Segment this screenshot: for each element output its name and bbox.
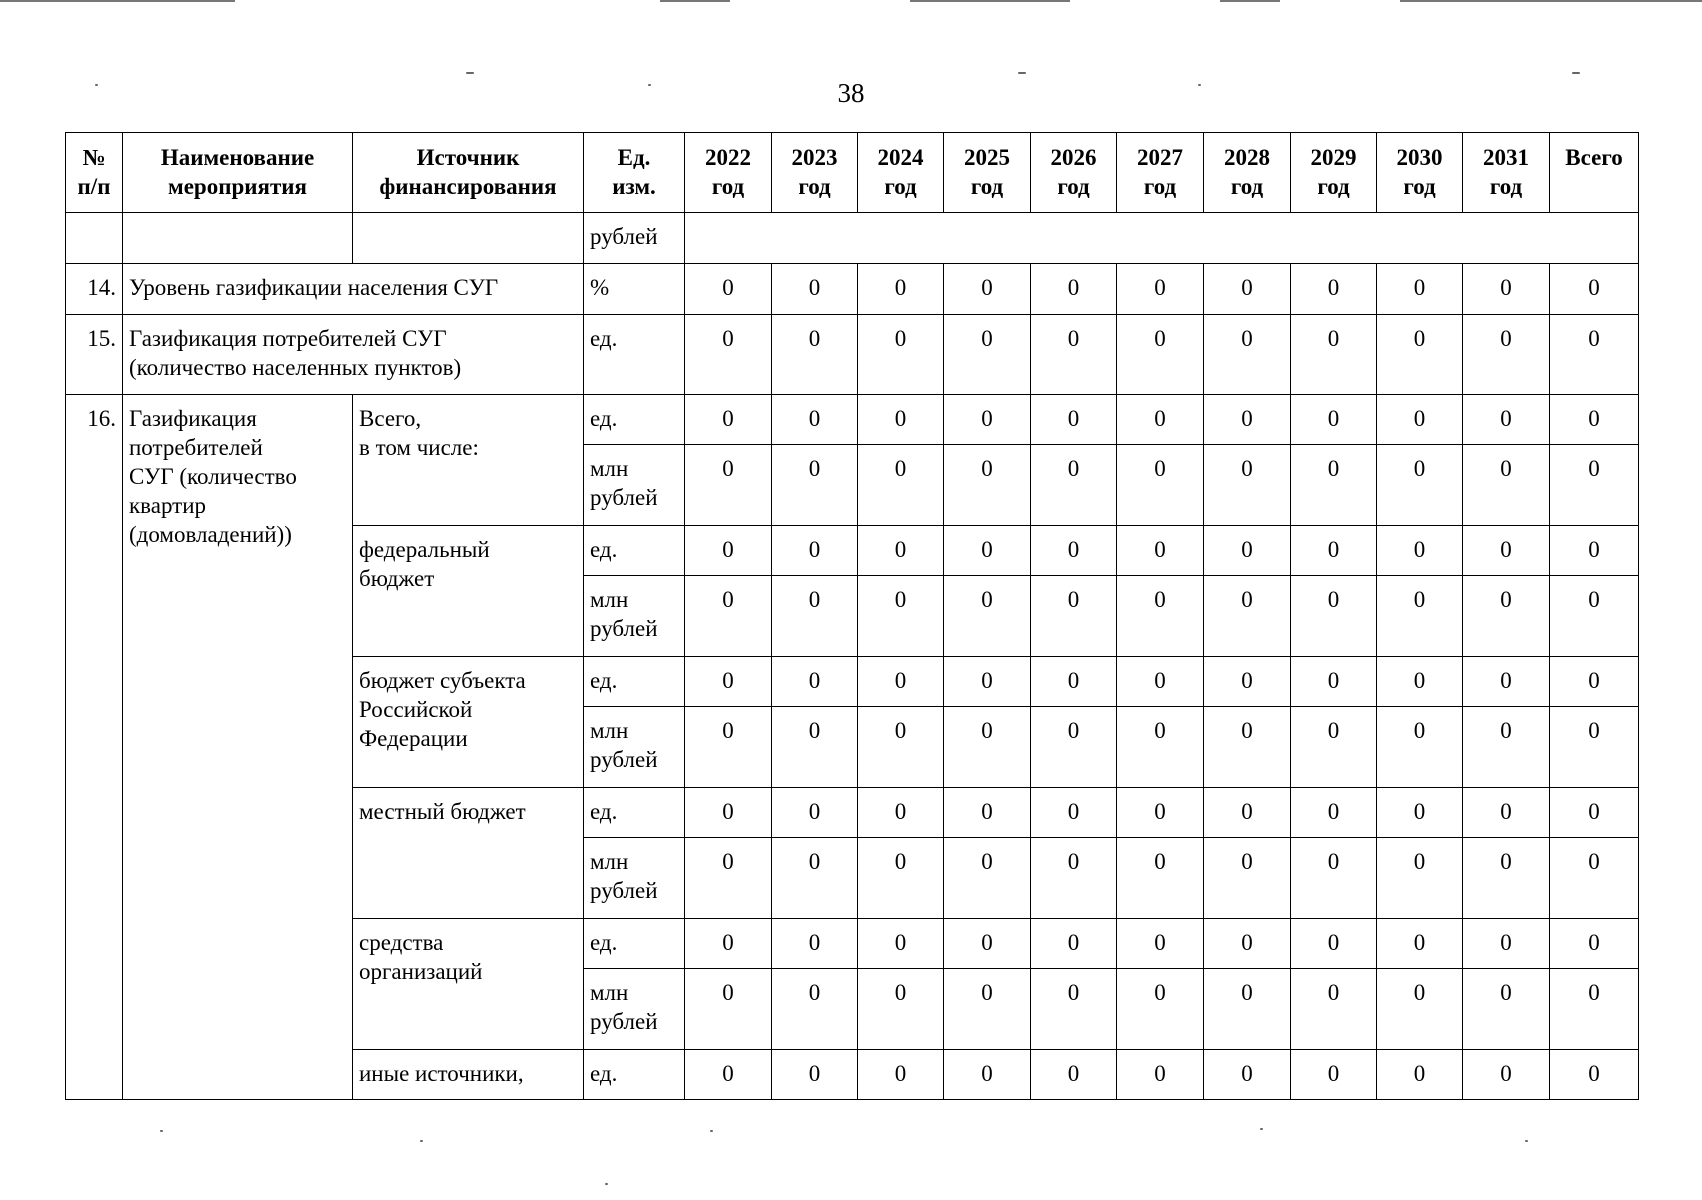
value-cell: 0 [772,657,858,707]
value-cell: 0 [1377,969,1463,1050]
value-cell: 0 [1463,1050,1550,1100]
value-cell: 0 [1291,969,1377,1050]
unit-cell: млн рублей [584,576,685,657]
total-cell: 0 [1550,395,1639,445]
value-cell: 0 [858,657,944,707]
value-cell: 0 [1031,969,1117,1050]
value-cell: 0 [944,707,1031,788]
value-cell: 0 [1291,576,1377,657]
value-cell: 0 [1463,315,1550,395]
value-cell: 0 [685,788,772,838]
value-cell: 0 [944,395,1031,445]
value-cell: 0 [1031,707,1117,788]
value-cell: 0 [1117,788,1204,838]
value-cell: 0 [772,395,858,445]
header-year: 2025 год [944,133,1031,213]
table-row [66,264,1639,315]
unit-cell: ед. [584,315,685,395]
measure-name: Газификация потребителей СУГ (количество населенных пунктов) [123,315,584,395]
value-cell: 0 [944,969,1031,1050]
value-cell: 0 [1031,395,1117,445]
continuation-row [66,213,1639,264]
header-year: 2022 год [685,133,772,213]
scan-speck [1018,72,1026,74]
value-cell: 0 [1117,315,1204,395]
value-cell: 0 [685,1050,772,1100]
scan-speck [1572,72,1580,74]
financing-table [65,132,1639,1100]
value-cell: 0 [858,969,944,1050]
value-cell: 0 [1377,576,1463,657]
value-cell: 0 [1463,838,1550,919]
scan-edge-line [910,0,1070,2]
table-row [66,395,1639,445]
unit-cell: млн рублей [584,707,685,788]
header-year: 2028 год [1204,133,1291,213]
value-cell: 0 [1463,919,1550,969]
value-cell: 0 [1377,919,1463,969]
total-cell: 0 [1550,445,1639,526]
unit-cell: ед. [584,657,685,707]
value-cell: 0 [772,315,858,395]
total-cell: 0 [1550,576,1639,657]
value-cell: 0 [1291,657,1377,707]
value-cell: 0 [1204,919,1291,969]
value-cell: 0 [1031,445,1117,526]
value-cell: 0 [1117,445,1204,526]
empty-cell [66,213,123,264]
scan-speck [160,1130,163,1132]
table-row [66,315,1639,395]
value-cell: 0 [772,969,858,1050]
value-cell: 0 [1117,707,1204,788]
value-cell: 0 [772,576,858,657]
unit-cell: ед. [584,526,685,576]
value-cell: 0 [1463,395,1550,445]
scan-speck [420,1140,423,1142]
total-cell: 0 [1550,526,1639,576]
value-cell: 0 [685,969,772,1050]
scan-speck [466,72,474,74]
value-cell: 0 [858,264,944,315]
funding-source: Всего, в том числе: [353,395,584,526]
value-cell: 0 [1117,576,1204,657]
value-cell: 0 [1117,395,1204,445]
value-cell: 0 [1377,526,1463,576]
value-cell: 0 [1204,395,1291,445]
value-cell: 0 [1463,264,1550,315]
value-cell: 0 [685,264,772,315]
value-cell: 0 [1204,1050,1291,1100]
total-cell: 0 [1550,788,1639,838]
value-cell: 0 [944,1050,1031,1100]
unit-cell: ед. [584,395,685,445]
measure-name: Уровень газификации населения СУГ [123,264,584,315]
unit-cell: % [584,264,685,315]
value-cell: 0 [1204,445,1291,526]
header-num: № п/п [66,133,123,213]
value-cell: 0 [1291,395,1377,445]
value-cell: 0 [858,315,944,395]
total-cell: 0 [1550,657,1639,707]
value-cell: 0 [772,707,858,788]
scan-speck [605,1183,608,1185]
value-cell: 0 [1291,838,1377,919]
value-cell: 0 [1291,707,1377,788]
value-cell: 0 [1377,1050,1463,1100]
value-cell: 0 [1377,788,1463,838]
value-cell: 0 [1204,788,1291,838]
funding-source: бюджет субъекта Российской Федерации [353,657,584,788]
value-cell: 0 [685,576,772,657]
unit-cell: млн рублей [584,838,685,919]
scan-speck [1525,1140,1528,1142]
scan-edge-line [660,0,730,2]
value-cell: 0 [1031,576,1117,657]
value-cell: 0 [685,445,772,526]
header-year: 2031 год [1463,133,1550,213]
value-cell: 0 [1204,707,1291,788]
unit-cell: ед. [584,1050,685,1100]
value-cell: 0 [772,788,858,838]
value-cell: 0 [1204,657,1291,707]
value-cell: 0 [772,919,858,969]
value-cell: 0 [1031,788,1117,838]
scan-edge-line [1400,0,1702,2]
value-cell: 0 [1291,315,1377,395]
value-cell: 0 [1463,445,1550,526]
row-number: 15. [66,315,123,395]
value-cell: 0 [858,707,944,788]
value-cell: 0 [1463,526,1550,576]
header-year: 2026 год [1031,133,1117,213]
value-cell: 0 [1377,315,1463,395]
scan-edge-line [0,0,235,2]
value-cell: 0 [944,838,1031,919]
unit-cell: ед. [584,919,685,969]
value-cell: 0 [1377,264,1463,315]
value-cell: 0 [1204,264,1291,315]
value-cell: 0 [858,838,944,919]
total-cell: 0 [1550,919,1639,969]
empty-cell [123,213,353,264]
value-cell: 0 [685,707,772,788]
total-cell: 0 [1550,838,1639,919]
value-cell: 0 [1291,788,1377,838]
value-cell: 0 [1031,526,1117,576]
scan-speck [710,1130,713,1132]
funding-source: федеральный бюджет [353,526,584,657]
value-cell: 0 [858,445,944,526]
total-cell: 0 [1550,1050,1639,1100]
value-cell: 0 [1463,969,1550,1050]
page-number: 38 [837,78,865,108]
value-cell: 0 [944,657,1031,707]
value-cell: 0 [1117,838,1204,919]
table-body [66,213,1639,1100]
value-cell: 0 [858,919,944,969]
value-cell: 0 [1463,707,1550,788]
value-cell: 0 [1377,707,1463,788]
value-cell: 0 [1031,264,1117,315]
scan-speck [1260,1128,1263,1130]
value-cell: 0 [858,788,944,838]
value-cell: 0 [1377,445,1463,526]
header-name: Наименование мероприятия [123,133,353,213]
value-cell: 0 [858,526,944,576]
value-cell: 0 [1031,919,1117,969]
funding-source: иные источники, [353,1050,584,1100]
value-cell: 0 [944,445,1031,526]
value-cell: 0 [1377,657,1463,707]
value-cell: 0 [1204,838,1291,919]
value-cell: 0 [944,526,1031,576]
value-cell: 0 [944,264,1031,315]
unit-cell: млн рублей [584,969,685,1050]
header-year: 2027 год [1117,133,1204,213]
value-cell: 0 [944,315,1031,395]
value-cell: 0 [858,1050,944,1100]
value-cell: 0 [1291,264,1377,315]
header-unit: Ед. изм. [584,133,685,213]
empty-cell [353,213,584,264]
value-cell: 0 [685,526,772,576]
header-year: 2029 год [1291,133,1377,213]
value-cell: 0 [1117,526,1204,576]
measure-name: Газификация потребителей СУГ (количество квартир (домовладений)) [123,395,353,1100]
header-year: 2030 год [1377,133,1463,213]
value-cell: 0 [1117,1050,1204,1100]
value-cell: 0 [858,576,944,657]
value-cell: 0 [944,919,1031,969]
header-total: Всего [1550,133,1639,213]
value-cell: 0 [1031,838,1117,919]
header-year: 2023 год [772,133,858,213]
header-row [66,133,1639,213]
header-year: 2024 год [858,133,944,213]
value-cell: 0 [1117,969,1204,1050]
row-number: 16. [66,395,123,1100]
value-cell: 0 [685,838,772,919]
value-cell: 0 [1291,526,1377,576]
value-cell: 0 [1117,657,1204,707]
value-cell: 0 [1291,919,1377,969]
total-cell: 0 [1550,264,1639,315]
funding-source: местный бюджет [353,788,584,919]
value-cell: 0 [772,526,858,576]
value-cell: 0 [685,919,772,969]
value-cell: 0 [772,264,858,315]
value-cell: 0 [1463,657,1550,707]
unit-cell: млн рублей [584,445,685,526]
value-cell: 0 [1031,315,1117,395]
value-cell: 0 [944,788,1031,838]
scan-edge-line [1220,0,1280,2]
value-cell: 0 [1204,969,1291,1050]
funding-source: средства организаций [353,919,584,1050]
value-cell: 0 [1204,526,1291,576]
value-cell: 0 [1291,445,1377,526]
value-cell: 0 [1117,264,1204,315]
value-cell: 0 [1117,919,1204,969]
value-cell: 0 [685,395,772,445]
value-cell: 0 [1031,1050,1117,1100]
value-cell: 0 [1291,1050,1377,1100]
total-cell: 0 [1550,969,1639,1050]
unit-cell: рублей [584,213,685,264]
value-cell: 0 [685,315,772,395]
value-cell: 0 [772,838,858,919]
value-cell: 0 [944,576,1031,657]
unit-cell: ед. [584,788,685,838]
value-cell: 0 [858,395,944,445]
header-source: Источник финансирования [353,133,584,213]
value-cell: 0 [1377,395,1463,445]
value-cell: 0 [1204,576,1291,657]
row-number: 14. [66,264,123,315]
empty-cell [685,213,1639,264]
value-cell: 0 [772,1050,858,1100]
total-cell: 0 [1550,315,1639,395]
value-cell: 0 [1204,315,1291,395]
value-cell: 0 [685,657,772,707]
value-cell: 0 [1463,788,1550,838]
total-cell: 0 [1550,707,1639,788]
value-cell: 0 [772,445,858,526]
value-cell: 0 [1377,838,1463,919]
value-cell: 0 [1031,657,1117,707]
value-cell: 0 [1463,576,1550,657]
